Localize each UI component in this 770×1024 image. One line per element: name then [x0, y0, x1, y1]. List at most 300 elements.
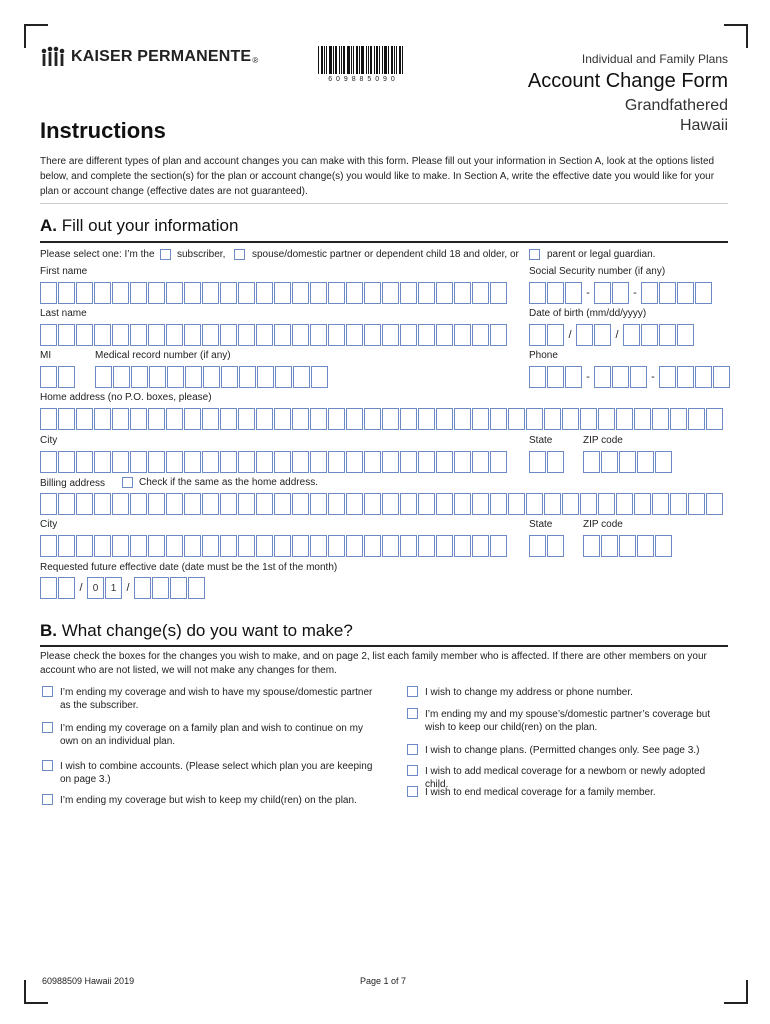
parent-checkbox[interactable]: [529, 249, 540, 260]
input-char-box[interactable]: [490, 408, 507, 430]
eff-year-box-3[interactable]: [170, 577, 187, 599]
right-option-checkbox-3[interactable]: [407, 744, 418, 755]
footer-form-id: 60988509 Hawaii 2019: [42, 976, 135, 986]
input-char-box[interactable]: [472, 282, 489, 304]
input-char-box[interactable]: [148, 324, 165, 346]
input-char-box[interactable]: [454, 493, 471, 515]
input-char-box[interactable]: [472, 324, 489, 346]
input-char-box[interactable]: [202, 451, 219, 473]
input-char-box[interactable]: [598, 408, 615, 430]
input-char-box[interactable]: [472, 535, 489, 557]
form-subtitle-hawaii: Hawaii: [679, 117, 728, 134]
input-char-box[interactable]: [166, 451, 183, 473]
input-char-box[interactable]: [292, 493, 309, 515]
input-char-box[interactable]: [601, 451, 618, 473]
input-char-box[interactable]: [130, 282, 147, 304]
input-char-box[interactable]: [652, 493, 669, 515]
input-char-box[interactable]: [238, 493, 255, 515]
effective-date-input[interactable]: [40, 577, 205, 599]
input-char-box[interactable]: [112, 324, 129, 346]
input-char-box[interactable]: [94, 451, 111, 473]
input-char-box[interactable]: [238, 324, 255, 346]
input-char-box[interactable]: [562, 493, 579, 515]
mi-input[interactable]: [40, 366, 75, 388]
input-char-box[interactable]: [454, 324, 471, 346]
input-char-box[interactable]: [274, 408, 291, 430]
input-char-box[interactable]: [95, 366, 112, 388]
input-char-box[interactable]: [472, 493, 489, 515]
input-char-box[interactable]: [418, 535, 435, 557]
input-char-box[interactable]: [76, 408, 93, 430]
input-char-box[interactable]: [76, 493, 93, 515]
input-char-box[interactable]: [454, 451, 471, 473]
input-char-box[interactable]: [239, 366, 256, 388]
input-char-box[interactable]: [58, 366, 75, 388]
input-char-box[interactable]: [113, 366, 130, 388]
billing-state-input[interactable]: [529, 535, 564, 557]
barcode-bar: [394, 46, 395, 74]
input-char-box[interactable]: [310, 324, 327, 346]
barcode-bar: [391, 46, 393, 74]
input-char-box[interactable]: [364, 282, 381, 304]
input-char-box[interactable]: [346, 493, 363, 515]
left-option-checkbox-4[interactable]: [42, 794, 53, 805]
input-char-box[interactable]: [256, 535, 273, 557]
phone-input[interactable]: [529, 366, 730, 388]
input-char-box[interactable]: [130, 493, 147, 515]
input-char-box[interactable]: [436, 282, 453, 304]
input-char-box[interactable]: [184, 493, 201, 515]
input-char-box[interactable]: [328, 282, 345, 304]
state-input[interactable]: [529, 451, 564, 473]
input-char-box[interactable]: [40, 535, 57, 557]
input-char-box[interactable]: [634, 408, 651, 430]
input-char-box[interactable]: [436, 324, 453, 346]
input-char-box[interactable]: [436, 451, 453, 473]
input-char-box[interactable]: [130, 535, 147, 557]
input-char-box[interactable]: [257, 366, 274, 388]
mrn-input[interactable]: [95, 366, 328, 388]
input-char-box[interactable]: [655, 451, 672, 473]
input-char-box[interactable]: [238, 282, 255, 304]
input-char-box[interactable]: [547, 535, 564, 557]
input-char-box[interactable]: [131, 366, 148, 388]
input-char-box[interactable]: [598, 493, 615, 515]
input-char-box[interactable]: [382, 408, 399, 430]
input-char-box[interactable]: [220, 282, 237, 304]
input-char-box[interactable]: [382, 282, 399, 304]
input-char-box[interactable]: [364, 535, 381, 557]
input-char-box[interactable]: [94, 535, 111, 557]
input-char-box[interactable]: [400, 535, 417, 557]
input-char-box[interactable]: [292, 535, 309, 557]
input-char-box[interactable]: [202, 408, 219, 430]
barcode-bar: [368, 46, 369, 74]
brand-registered: ®: [252, 55, 259, 65]
input-char-box[interactable]: [547, 324, 564, 346]
input-char-box[interactable]: [594, 324, 611, 346]
input-char-box[interactable]: [256, 282, 273, 304]
right-option-label-1: I wish to change my address or phone number.: [425, 687, 633, 698]
input-char-box[interactable]: [547, 451, 564, 473]
input-char-box[interactable]: [274, 451, 291, 473]
input-char-box[interactable]: [616, 408, 633, 430]
ssn-input[interactable]: [529, 282, 712, 304]
input-char-box[interactable]: [40, 282, 57, 304]
input-char-box[interactable]: [400, 282, 417, 304]
input-char-box[interactable]: [529, 451, 546, 473]
input-char-box[interactable]: [274, 535, 291, 557]
eff-year-box-2[interactable]: [152, 577, 169, 599]
dash-separator: -: [586, 287, 590, 299]
input-char-box[interactable]: [670, 408, 687, 430]
input-char-box[interactable]: [490, 282, 507, 304]
input-char-box[interactable]: [58, 324, 75, 346]
input-char-box[interactable]: [576, 324, 593, 346]
input-char-box[interactable]: [529, 282, 546, 304]
input-char-box[interactable]: [94, 282, 111, 304]
input-char-box[interactable]: [472, 408, 489, 430]
eff-month-box-2[interactable]: [58, 577, 75, 599]
input-char-box[interactable]: [490, 324, 507, 346]
input-char-box[interactable]: [490, 451, 507, 473]
input-char-box[interactable]: [76, 451, 93, 473]
input-char-box[interactable]: [293, 366, 310, 388]
input-char-box[interactable]: [655, 535, 672, 557]
input-char-box[interactable]: [594, 366, 611, 388]
input-char-box[interactable]: [202, 535, 219, 557]
input-char-box[interactable]: [641, 324, 658, 346]
input-char-box[interactable]: [418, 493, 435, 515]
input-char-box[interactable]: [328, 408, 345, 430]
input-char-box[interactable]: [58, 535, 75, 557]
input-char-box[interactable]: [148, 451, 165, 473]
input-char-box[interactable]: [544, 493, 561, 515]
left-option-checkbox-2[interactable]: [42, 722, 53, 733]
input-char-box[interactable]: [94, 408, 111, 430]
input-char-box[interactable]: [40, 366, 57, 388]
kaiser-logo-icon: [40, 46, 66, 68]
zip-input[interactable]: [583, 451, 672, 473]
barcode-bar: [347, 46, 350, 74]
input-char-box[interactable]: [220, 451, 237, 473]
input-char-box[interactable]: [256, 324, 273, 346]
input-char-box[interactable]: [565, 282, 582, 304]
input-char-box[interactable]: [400, 408, 417, 430]
input-char-box[interactable]: [328, 451, 345, 473]
billing-zip-input[interactable]: [583, 535, 672, 557]
input-char-box[interactable]: [274, 324, 291, 346]
input-char-box[interactable]: [706, 408, 723, 430]
input-char-box[interactable]: [612, 366, 629, 388]
input-char-box[interactable]: [112, 535, 129, 557]
input-char-box[interactable]: [220, 408, 237, 430]
input-char-box[interactable]: [400, 324, 417, 346]
input-char-box[interactable]: [184, 451, 201, 473]
same-as-home-checkbox[interactable]: [122, 477, 133, 488]
dash-separator: -: [586, 371, 590, 383]
input-char-box[interactable]: [274, 282, 291, 304]
input-char-box[interactable]: [583, 451, 600, 473]
input-char-box[interactable]: [472, 451, 489, 473]
input-char-box[interactable]: [346, 408, 363, 430]
input-char-box[interactable]: [529, 366, 546, 388]
input-char-box[interactable]: [418, 408, 435, 430]
input-char-box[interactable]: [529, 324, 546, 346]
input-char-box[interactable]: [364, 451, 381, 473]
input-char-box[interactable]: [346, 535, 363, 557]
input-char-box[interactable]: [184, 408, 201, 430]
billing-state-label: State: [529, 519, 553, 530]
right-option-checkbox-4[interactable]: [407, 765, 418, 776]
input-char-box[interactable]: [292, 451, 309, 473]
right-option-label-4: I wish to add medical coverage for a newborn or newly adopted child.: [425, 766, 706, 790]
input-char-box[interactable]: [382, 451, 399, 473]
input-char-box[interactable]: [454, 408, 471, 430]
right-option-checkbox-1[interactable]: [407, 686, 418, 697]
right-option-checkbox-2[interactable]: [407, 708, 418, 719]
input-char-box[interactable]: [677, 366, 694, 388]
input-char-box[interactable]: [382, 324, 399, 346]
input-char-box[interactable]: [637, 451, 654, 473]
input-char-box[interactable]: [238, 451, 255, 473]
input-char-box[interactable]: [220, 324, 237, 346]
input-char-box[interactable]: [311, 366, 328, 388]
eff-day-box-2: 1: [105, 577, 122, 599]
input-char-box[interactable]: [202, 493, 219, 515]
input-char-box[interactable]: [677, 324, 694, 346]
input-char-box[interactable]: [184, 282, 201, 304]
input-char-box[interactable]: [364, 493, 381, 515]
input-char-box[interactable]: [436, 493, 453, 515]
input-char-box[interactable]: [148, 408, 165, 430]
input-char-box[interactable]: [677, 282, 694, 304]
barcode-bar: [396, 46, 397, 74]
input-char-box[interactable]: [76, 535, 93, 557]
input-char-box[interactable]: [238, 408, 255, 430]
select-one-label: Please select one: I’m the: [40, 249, 155, 260]
input-char-box[interactable]: [148, 493, 165, 515]
input-char-box[interactable]: [40, 324, 57, 346]
input-char-box[interactable]: [659, 324, 676, 346]
input-char-box[interactable]: [659, 366, 676, 388]
input-char-box[interactable]: [166, 324, 183, 346]
input-char-box[interactable]: [112, 493, 129, 515]
input-char-box[interactable]: [346, 451, 363, 473]
input-char-box[interactable]: [713, 366, 730, 388]
input-char-box[interactable]: [637, 535, 654, 557]
input-char-box[interactable]: [364, 408, 381, 430]
eff-year-box-4[interactable]: [188, 577, 205, 599]
input-char-box[interactable]: [454, 535, 471, 557]
right-option-checkbox-5[interactable]: [407, 786, 418, 797]
input-char-box[interactable]: [346, 324, 363, 346]
input-char-box[interactable]: [346, 282, 363, 304]
input-char-box[interactable]: [310, 282, 327, 304]
input-char-box[interactable]: [58, 408, 75, 430]
input-char-box[interactable]: [184, 535, 201, 557]
input-char-box[interactable]: [58, 493, 75, 515]
input-char-box[interactable]: [238, 535, 255, 557]
barcode-bar: [318, 46, 319, 74]
input-char-box[interactable]: [490, 535, 507, 557]
input-char-box[interactable]: [547, 366, 564, 388]
input-char-box[interactable]: [112, 282, 129, 304]
input-char-box[interactable]: [544, 408, 561, 430]
input-char-box[interactable]: [148, 282, 165, 304]
billing-city-input[interactable]: [40, 535, 507, 557]
input-char-box[interactable]: [76, 282, 93, 304]
input-char-box[interactable]: [418, 451, 435, 473]
spouse-checkbox[interactable]: [234, 249, 245, 260]
input-char-box[interactable]: [659, 282, 676, 304]
left-option-checkbox-3[interactable]: [42, 760, 53, 771]
input-char-box[interactable]: [275, 366, 292, 388]
input-char-box[interactable]: [166, 535, 183, 557]
input-char-box[interactable]: [706, 493, 723, 515]
input-char-box[interactable]: [490, 493, 507, 515]
input-char-box[interactable]: [292, 282, 309, 304]
input-char-box[interactable]: [274, 493, 291, 515]
input-char-box[interactable]: [167, 366, 184, 388]
left-option-checkbox-1[interactable]: [42, 686, 53, 697]
input-char-box[interactable]: [94, 324, 111, 346]
input-char-box[interactable]: [641, 282, 658, 304]
input-char-box[interactable]: [436, 408, 453, 430]
dob-label: Date of birth (mm/dd/yyyy): [529, 308, 647, 319]
input-char-box[interactable]: [623, 324, 640, 346]
input-char-box[interactable]: [526, 493, 543, 515]
input-char-box[interactable]: [185, 366, 202, 388]
input-char-box[interactable]: [310, 535, 327, 557]
input-char-box[interactable]: [220, 493, 237, 515]
input-char-box[interactable]: [76, 324, 93, 346]
input-char-box[interactable]: [58, 451, 75, 473]
input-char-box[interactable]: [688, 493, 705, 515]
input-char-box[interactable]: [220, 535, 237, 557]
input-char-box[interactable]: [40, 408, 57, 430]
input-char-box[interactable]: [619, 535, 636, 557]
input-char-box[interactable]: [418, 282, 435, 304]
input-char-box[interactable]: [364, 324, 381, 346]
input-char-box[interactable]: [58, 282, 75, 304]
form-subtitle-grandfathered: Grandfathered: [624, 97, 728, 114]
input-char-box[interactable]: [40, 493, 57, 515]
input-char-box[interactable]: [382, 535, 399, 557]
input-char-box[interactable]: [130, 324, 147, 346]
input-char-box[interactable]: [382, 493, 399, 515]
input-char-box[interactable]: [529, 535, 546, 557]
home-address-input[interactable]: [40, 408, 723, 430]
input-char-box[interactable]: [149, 366, 166, 388]
input-char-box[interactable]: [256, 493, 273, 515]
input-char-box[interactable]: [148, 535, 165, 557]
input-char-box[interactable]: [202, 282, 219, 304]
input-char-box[interactable]: [292, 408, 309, 430]
input-char-box[interactable]: [630, 366, 647, 388]
input-char-box[interactable]: [310, 451, 327, 473]
input-char-box[interactable]: [166, 408, 183, 430]
input-char-box[interactable]: [166, 282, 183, 304]
subscriber-label: subscriber,: [177, 249, 226, 260]
input-char-box[interactable]: [310, 493, 327, 515]
input-char-box[interactable]: [328, 493, 345, 515]
dash-separator: -: [633, 287, 637, 299]
input-char-box[interactable]: [328, 324, 345, 346]
eff-year-box-1[interactable]: [134, 577, 151, 599]
input-char-box[interactable]: [547, 282, 564, 304]
input-char-box[interactable]: [594, 282, 611, 304]
input-char-box[interactable]: [112, 451, 129, 473]
input-char-box[interactable]: [203, 366, 220, 388]
eff-slash-2: /: [126, 582, 130, 594]
input-char-box[interactable]: [580, 493, 597, 515]
input-char-box[interactable]: [562, 408, 579, 430]
right-option-label-3: I wish to change plans. (Permitted changes only. See page 3.): [425, 745, 700, 756]
input-char-box[interactable]: [565, 366, 582, 388]
input-char-box[interactable]: [601, 535, 618, 557]
input-char-box[interactable]: [580, 408, 597, 430]
input-char-box[interactable]: [202, 324, 219, 346]
input-char-box[interactable]: [695, 282, 712, 304]
input-char-box[interactable]: [454, 282, 471, 304]
input-char-box[interactable]: [695, 366, 712, 388]
input-char-box[interactable]: [670, 493, 687, 515]
input-char-box[interactable]: [688, 408, 705, 430]
dob-input[interactable]: [529, 324, 694, 346]
input-char-box[interactable]: [40, 451, 57, 473]
subscriber-checkbox[interactable]: [160, 249, 171, 260]
input-char-box[interactable]: [418, 324, 435, 346]
input-char-box[interactable]: [256, 451, 273, 473]
input-char-box[interactable]: [310, 408, 327, 430]
input-char-box[interactable]: [508, 408, 525, 430]
input-char-box[interactable]: [436, 535, 453, 557]
input-char-box[interactable]: [184, 324, 201, 346]
barcode-bar: [321, 46, 323, 74]
barcode-bar: [379, 46, 380, 74]
input-char-box[interactable]: [619, 451, 636, 473]
input-char-box[interactable]: [94, 493, 111, 515]
input-char-box[interactable]: [130, 408, 147, 430]
input-char-box[interactable]: [292, 324, 309, 346]
city-input[interactable]: [40, 451, 507, 473]
effective-date-label: Requested future effective date (date must be the 1st of the month): [40, 562, 338, 573]
input-char-box[interactable]: [616, 493, 633, 515]
mrn-label: Medical record number (if any): [95, 350, 231, 361]
input-char-box[interactable]: [526, 408, 543, 430]
input-char-box[interactable]: [256, 408, 273, 430]
input-char-box[interactable]: [583, 535, 600, 557]
eff-month-box-1[interactable]: [40, 577, 57, 599]
billing-address-input[interactable]: [40, 493, 723, 515]
state-label: State: [529, 435, 553, 446]
input-char-box[interactable]: [634, 493, 651, 515]
input-char-box[interactable]: [400, 451, 417, 473]
input-char-box[interactable]: [221, 366, 238, 388]
input-char-box[interactable]: [166, 493, 183, 515]
input-char-box[interactable]: [130, 451, 147, 473]
input-char-box[interactable]: [652, 408, 669, 430]
input-char-box[interactable]: [508, 493, 525, 515]
first-name-input[interactable]: [40, 282, 507, 304]
input-char-box[interactable]: [112, 408, 129, 430]
last-name-input[interactable]: [40, 324, 507, 346]
barcode-bar: [384, 46, 387, 74]
input-char-box[interactable]: [328, 535, 345, 557]
input-char-box[interactable]: [400, 493, 417, 515]
input-char-box[interactable]: [612, 282, 629, 304]
